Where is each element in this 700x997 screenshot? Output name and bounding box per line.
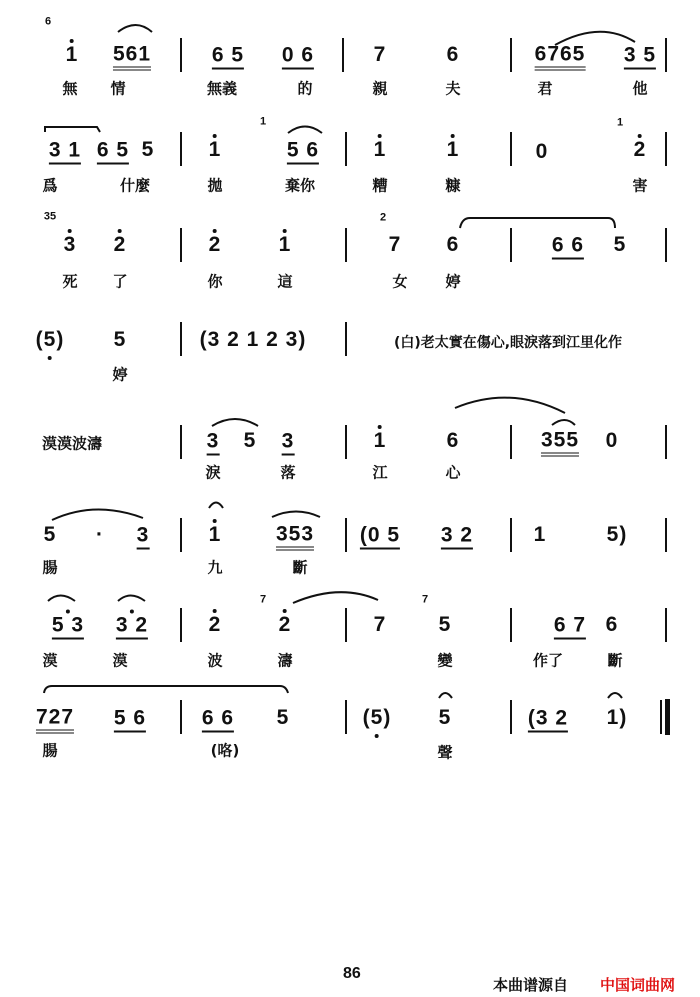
lyric: 聲 [437,743,453,762]
lyric: 婷 [112,365,128,384]
note-group: 5 6 [287,140,319,165]
note: 2 [208,613,222,636]
barline [510,700,512,734]
barline [345,608,347,642]
barline [345,228,347,262]
note: 7 [373,43,387,66]
barline [345,322,347,356]
note: 1 [65,43,79,66]
lyric: 波 [207,651,223,670]
note: 1 [373,429,387,452]
note: 1 [446,138,460,161]
barline [665,425,667,459]
fermata [608,693,622,698]
lyric: 斷 [292,558,308,577]
lyric: 糟 [372,176,388,195]
lyric: 落 [280,463,296,482]
slur [552,420,575,425]
note-group: 5 6 [114,708,146,733]
note: 6 [446,429,460,452]
barline [510,132,512,166]
note-group: 6 6 [202,708,234,733]
fermata [439,693,452,698]
lyric: 心 [445,463,461,482]
note: 5 [43,523,57,546]
fermata [209,503,223,509]
note: 6 [446,233,460,256]
final-barline-thin [660,700,662,734]
barline [180,518,182,552]
note-group: 561 [113,44,151,71]
grace-note: 2 [379,211,387,224]
note-group: 6 7 [554,615,586,640]
note-group: 3 2 [116,615,148,640]
note: 3 [207,431,220,456]
note-group: 3 5 [624,45,656,70]
page-number: 86 [343,965,361,982]
note: (5) [362,706,392,729]
barline [510,228,512,262]
barline [345,518,347,552]
barline [180,38,182,72]
barline [180,322,182,356]
barline [180,425,182,459]
barline [665,608,667,642]
lyric: 情 [110,79,126,98]
note-group: 353 [276,524,314,551]
slur [288,127,322,134]
barline [510,608,512,642]
lyric: 你 [207,272,223,291]
lyric: 斷 [607,651,623,670]
tie-bracket [45,127,100,132]
barline [180,132,182,166]
lyric-line: 漠漠波濤 [41,434,103,453]
note: 1) [606,706,628,729]
note: 1 [208,523,222,546]
tie-bracket [460,218,615,228]
slur [455,398,565,413]
barline [180,228,182,262]
tie-bracket [44,686,288,693]
note-group: (3 2 1 2 3) [199,328,307,351]
barline [345,132,347,166]
slur [293,592,378,603]
note-group: 3 2 [441,525,473,550]
note-group: 727 [36,707,74,734]
lyric: (咯) [210,741,240,760]
final-barline-thick [665,699,670,735]
slur [212,419,258,426]
watermark-site-name[interactable]: 中国词曲网 [600,976,676,994]
note-group: 6 5 [212,45,244,70]
lyric: 女 [392,272,408,291]
note: 5 [613,233,627,256]
note: 5 [438,613,452,636]
grace-note: 6 [44,15,52,28]
note-group: 6765 [535,44,586,71]
slur [48,596,75,602]
lyric: 這 [277,272,293,291]
barline [180,608,182,642]
note-group: 6 5 [97,140,129,165]
note: 5 [438,706,452,729]
note: 7 [373,613,387,636]
lyric: 漠 [42,651,58,670]
note: 3 [282,431,295,456]
grace-note: 1 [616,116,624,129]
note: 6 [605,613,619,636]
lyric: 拋 [207,176,223,195]
lyric: 腸 [42,741,58,760]
barline [510,38,512,72]
slur [272,512,320,518]
grace-note: 35 [43,210,57,223]
dot: · [96,523,104,546]
watermark-source-text: 本曲谱源自 [493,976,569,994]
slur [52,509,143,520]
barline [665,518,667,552]
lyric: 無 [62,79,78,98]
note-group: 5 3 [52,615,84,640]
note: 5) [606,523,628,546]
note: 6 [446,43,460,66]
lyric: 爲 [42,176,58,195]
barline [510,425,512,459]
barline [510,518,512,552]
slur [118,25,152,32]
note-group: (3 2 [528,708,568,733]
lyric: 的 [297,79,313,98]
note: 5 [113,328,127,351]
note: 7 [388,233,402,256]
lyric: 腸 [42,558,58,577]
lyric: 什麼 [119,176,151,195]
lyric: 變 [437,651,453,670]
barline [665,132,667,166]
note-group: 0 6 [282,45,314,70]
lyric: 江 [372,463,388,482]
note-group: 355 [541,430,579,457]
note: 5 [141,138,155,161]
lyric: 君 [537,79,553,98]
barline [665,38,667,72]
note: 2 [208,233,222,256]
lyric: 了 [112,272,128,291]
barline [665,228,667,262]
lyric: 無義 [206,79,238,98]
lyric: 夫 [445,79,461,98]
lyric: 作了 [532,651,564,670]
note: 1 [373,138,387,161]
note: 3 [63,233,77,256]
lyric: 親 [372,79,388,98]
lyric: 九 [207,558,223,577]
note: 5 [243,429,257,452]
note: 0 [535,140,549,163]
lyric: 害 [632,176,648,195]
barline [345,700,347,734]
barline [180,700,182,734]
lyric: 婷 [445,272,461,291]
note: 1 [208,138,222,161]
note: 1 [278,233,292,256]
lyric: 死 [62,272,78,291]
barline [342,38,344,72]
note: 2 [633,138,647,161]
note-group: 3 1 [49,140,81,165]
lyric: 淚 [205,463,221,482]
lyric: 糠 [445,176,461,195]
note: 0 [605,429,619,452]
note: 3 [137,525,150,550]
note: (5) [35,328,65,351]
lyric: 漠 [112,651,128,670]
lyric: 他 [632,79,648,98]
note: 2 [113,233,127,256]
slur [118,596,145,602]
grace-note: 1 [259,115,267,128]
spoken-text: (白)老太實在傷心,眼淚落到江里化作 [393,335,623,351]
grace-note: 7 [259,593,267,606]
grace-note: 7 [421,593,429,606]
barline [345,425,347,459]
lyric: 棄你 [284,176,316,195]
note: 2 [278,613,292,636]
note: 5 [276,706,290,729]
note: 1 [533,523,547,546]
note-group: (0 5 [360,525,400,550]
note-group: 6 6 [552,235,584,260]
lyric: 濤 [277,651,293,670]
